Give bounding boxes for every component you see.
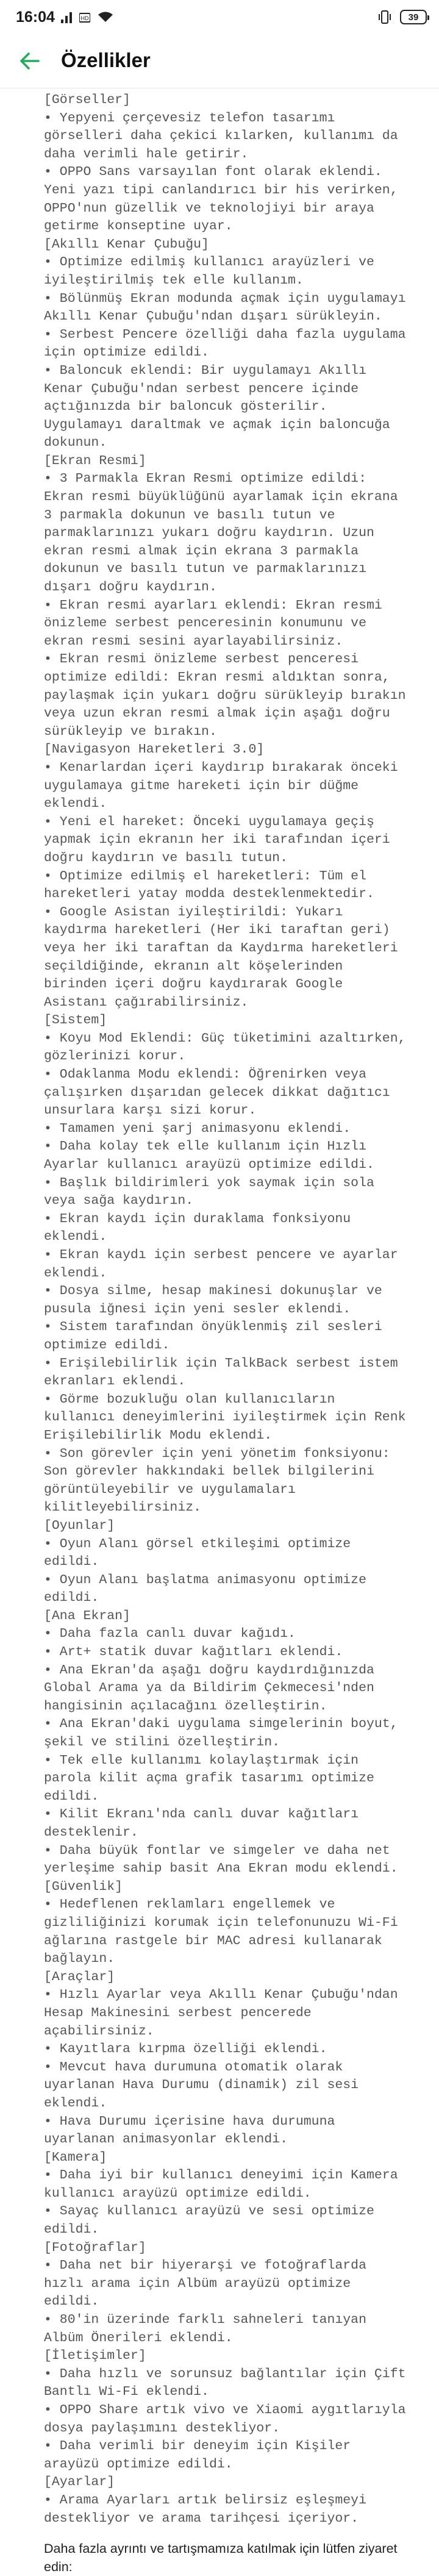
footer-text: Daha fazla ayrıntı ve tartışmamıza katılmak için lütfen ziyaret edin: — [44, 2541, 398, 2574]
battery-level: 39 — [408, 12, 419, 23]
vibrate-icon — [378, 10, 391, 24]
status-time: 16:04 — [16, 9, 55, 26]
status-bar — [0, 0, 439, 34]
changelog-text: [Görseller] • Yepyeni çerçevesiz telefon tasarımı görselleri daha çekici kılarken, kullanımı da daha verimli hale getirir. • OPPO Sans varsayılan font olarak eklendi. Yeni yazı tipi canlandırıcı bir his verirken, OPPO'nun güzellik ve teknolojiyi bir araya getirme konseptine uyar. [Akıllı Kenar Çubuğu] • Optimize edilmiş kullanıcı arayüzleri ve iyileştirilmiş tek elle kullanım. • Bölünmüş Ekran modunda açmak için uygulamayı Akıllı Kenar Çubuğu'ndan dışarı sürükleyin. • Serbest Pencere özelliği daha fazla uygulama için optimize edildi. • Baloncuk eklendi: Bir uygulamayı Akıllı Kenar Çubuğu'ndan serbest pencere içinde açtığınızda bir baloncuk gösterilir. Uygulamayı daraltmak ve açmak için baloncuğa dokunun. [Ekran Resmi] • 3 Parmakla Ekran Resmi optimize edildi: Ekran resmi büyüklüğünü ayarlamak için ekrana 3 parmakla dokunun ve basılı tutun ve parmaklarınızı yukarı doğru kaydırın. Uzun ekran resmi almak için ekrana 3 parmakla dokunun ve basılı tutun ve parmaklarınızı dışarı doğru kaydırın. • Ekran resmi ayarları eklendi: Ekran resmi önizleme serbest penceresinin konumunu ve ekran resmi sesini ayarlayabilirsiniz. • Ekran resmi önizleme serbest penceresi optimize edildi: Ekran resmi aldıktan sonra, paylaşmak için yukarı doğru sürükleyip bırakın veya uzun ekran resmi almak için aşağı doğru sürükleyip ve bırakın. [Navigasyon Hareketleri 3.0] • Kenarlardan içeri kaydırıp bırakarak önceki uygulamaya gitme hareketi için bir düğme eklendi. • Yeni el hareket: Önceki uygulamaya geçiş yapmak için ekranın her iki tarafından içeri doğru kaydırın ve basılı tutun. • Optimize edilmiş el hareketleri: Tüm el hareketleri yatay modda desteklenmektedir. • Google Asistan iyileştirildi: Yukarı kaydırma hareketleri (Her iki taraftan geri) veya her iki taraftan da Kaydırma hareketleri seçildiğinde, ekranın alt köşelerinden birinden içeri doğru kaydırarak Google Asistanı çağırabilirsiniz. [Sistem] • Koyu Mod Eklendi: Güç tüketimini azaltırken, gözlerinizi korur. • Odaklanma Modu eklendi: Öğrenirken veya çalışırken dışarıdan gelecek dikkat dağıtıcı unsurlara karşı sizi korur. • Tamamen yeni şarj animasyonu eklendi. • Daha kolay tek elle kullanım için Hızlı Ayarlar kullanıcı arayüzü optimize edildi. • Başlık bildirimleri yok saymak için sola veya sağa kaydırın. • Ekran kaydı için duraklama fonksiyonu eklendi. • Ekran kaydı için serbest pencere ve ayarlar eklendi. • Dosya silme, hesap makinesi dokunuşlar ve pusula iğnesi için yeni sesler eklendi. • Sistem tarafından önyüklenmiş zil sesleri optimize edildi. • Erişilebilirlik için TalkBack serbest istem ekranları eklendi. • Görme bozukluğu olan kullanıcıların kullanıcı deneyimlerini iyileştirmek için Renk Erişilebilirlik Modu eklendi. • Son görevler için yeni yönetim fonksiyonu: Son görevler hakkındaki bellek bilgilerini görüntüleyebilir ve uygulamaları kilitleyebilirsiniz. [Oyunlar] • Oyun Alanı görsel etkileşimi optimize edildi. • Oyun Alanı başlatma animasyonu optimize edildi. [Ana Ekran] • Daha fazla canlı duvar kağıdı. • Art+ statik duvar kağıtları eklendi. • Ana Ekran'da aşağı doğru kaydırdığınızda Global Arama ya da Bildirim Çekmecesi'nden hangisinin açılacağını özelleştirin. • Ana Ekran'daki uygulama simgelerinin boyut, şekil ve stilini özelleştirin. • Tek elle kullanımı kolaylaştırmak için parola kilit açma grafik tasarımı optimize edildi. • Kilit Ekranı'nda canlı duvar kağıtları desteklenir. • Daha büyük fontlar ve simgeler ve daha net yerleşime sahip basit Ana Ekran modu eklendi. [Güvenlik] • Hedeflenen reklamları engellemek ve gizliliğinizi korumak için telefonunuzu Wi-Fi ağlarına rastgele bir MAC adresi kullanarak bağlayın. [Araçlar] • Hızlı Ayarlar veya Akıllı Kenar Çubuğu'ndan Hesap Makinesini serbest pencerede açabilirsiniz. • Kayıtlara kırpma özelliği eklendi. • Mevcut hava durumuna otomatik olarak uyarlanan Hava Durumu (dinamik) zil sesi eklendi. • Hava Durumu içerisine hava durumuna uyarlanan animasyonlar eklendi. [Kamera] • Daha iyi bir kullanıcı deneyimi için Kamera kullanıcı arayüzü optimize edildi. • Sayaç kullanıcı arayüzü ve sesi optimize edildi. [Fotoğraflar] • Daha net bir hiyerarşi ve fotoğraflarda hızlı arama için Albüm arayüzü optimize edildi. • 80'in üzerinde farklı sahneleri tanıyan Albüm Önerileri eklendi. [İletişimler] • Daha hızlı ve sorunsuz bağlantılar için Çift Bantlı Wi-Fi eklendi. • OPPO Share artık vivo ve Xiaomi aygıtlarıyla dosya paylaşımını destekliyor. • Daha verimli bir deneyim için Kişiler arayüzü optimize edildi. [Ayarlar] • Arama Ayarları artık belirsiz eşleşmeyi destekliyor ve arama tarihçesi içeriyor. — [44, 93, 406, 2526]
page-title: Özellikler — [61, 49, 151, 71]
status-left-icons — [61, 10, 113, 24]
signal-icon — [61, 11, 72, 23]
battery-icon — [400, 10, 427, 24]
wifi-icon — [98, 11, 113, 23]
arrow-left-icon — [19, 52, 40, 70]
svg-text:HD: HD — [80, 15, 89, 21]
status-right-icons — [378, 9, 427, 25]
hd-icon — [79, 11, 90, 23]
back-button[interactable] — [15, 46, 44, 76]
app-bar — [0, 34, 439, 88]
